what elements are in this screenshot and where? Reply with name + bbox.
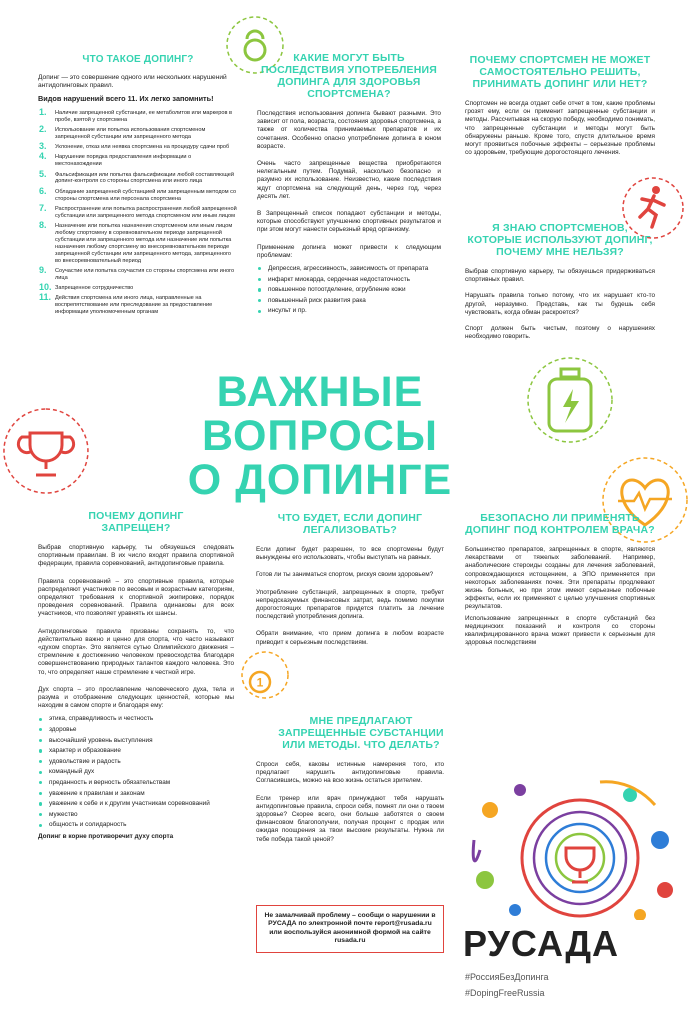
list-item: инфаркт миокарда, сердечная недостаточность xyxy=(257,276,441,284)
list-item: 2. Использование или попытка использования спортсменом запрещенной субстанции или запрещенного метода xyxy=(39,123,206,140)
section-health-consequences xyxy=(257,52,441,318)
list-item: Депрессия, агрессивность, зависимость от препарата xyxy=(257,265,441,273)
sports-circle-graphic xyxy=(460,770,690,920)
list-item: инсульт и пр. xyxy=(257,307,441,315)
paragraph: В Запрещенный список попадают субстанции и методы, которые способствуют улучшению спортивных результатов и при этом могут нанести серьезный вред организму. xyxy=(257,210,441,234)
list-item: этика, справедливость и честность xyxy=(38,715,234,723)
definition-text: Допинг — это совершение одного или нескольких нарушений антидопинговых правил. xyxy=(38,74,227,90)
paragraph: Большинство препаратов, запрещенных в спорте, являются лекарствами от тяжелых заболеваний. Например, анаболические стероиды созданы для лечения заболеваний, сопровождающихся истощением, а ЭПО применяется при некоторых заболеваниях почек. Эти препараты продлевают жизнь больных, но при этом имеют серьезные побочные эффекты, если их применяют с целью улучшения спортивных результатов. xyxy=(465,546,655,611)
section-athlete-decision xyxy=(465,54,655,162)
section-why-banned xyxy=(38,510,234,847)
hashtag-doping-free: #DopingFreeRussia xyxy=(465,988,545,998)
section-legalize xyxy=(256,512,444,652)
section-title: МНЕ ПРЕДЛАГАЮТ ЗАПРЕЩЕННЫЕ СУБСТАНЦИИ ИЛИ МЕТОДЫ. ЧТО ДЕЛАТЬ? xyxy=(278,715,444,751)
paragraph: Спорт должен быть чистым, поэтому о нарушениях необходимо говорить. xyxy=(465,325,655,341)
list-item: 7. Распространение или попытка распространения любой запрещенной субстанции или запрещенного метода спортсменом или иным лицом xyxy=(39,202,237,219)
list-item: повышенное потоотделение, огрубление кожи xyxy=(257,286,441,294)
list-item: 5. Фальсификация или попытка фальсификации любой составляющей допинг-контроля со стороны спортсмена или иного лица xyxy=(39,168,235,185)
problems-list xyxy=(257,265,441,315)
rules-count-text: Видов нарушений всего 11. Их легко запомнить! xyxy=(38,94,214,104)
report-notice-box xyxy=(256,905,444,953)
paragraph: Выбрав спортивную карьеру, ты обязуешься следовать спортивным правилам. В их число входят правила спортивной федерации, правила соревнований, антидопинговые правила. xyxy=(38,544,234,568)
list-item: уважение к себе и к другим участникам соревнований xyxy=(38,800,234,808)
rusada-logo xyxy=(463,925,683,963)
section-title: Я ЗНАЮ СПОРТСМЕНОВ, КОТОРЫЕ ИСПОЛЬЗУЮТ ДОПИНГ, ПОЧЕМУ МНЕ НЕЛЬЗЯ? xyxy=(467,222,653,258)
supplement-jar-icon xyxy=(525,355,615,445)
list-item: 8. Назначение или попытка назначения спортсменом или иным лицом любому спортсмену в соревновательном периоде запрещенной субстанции или запрещенного метода или назначение или попытка назначения любому спортсмену во внесоревновательном периоде запрещенной субстанции или запрещенного метода, запрещенного во внесоревновательный период xyxy=(39,220,233,264)
section-title: БЕЗОПАСНО ЛИ ПРИМЕНЯТЬ ДОПИНГ ПОД КОНТРОЛЕМ ВРАЧА? xyxy=(465,512,655,536)
section-offered-substances xyxy=(256,715,444,849)
values-list xyxy=(38,715,234,829)
section-doctor-control xyxy=(465,512,655,652)
section-others-use-doping xyxy=(465,222,655,346)
list-item: характер и образование xyxy=(38,747,234,755)
list-item: здоровье xyxy=(38,726,234,734)
paragraph: Спроси себя, каковы истинные намерения того, кто предлагает нарушить антидопинговые правила. Согласившись, можно на всю жизнь остаться зрителем. xyxy=(256,761,444,785)
list-item: 10. Запрещенное сотрудничество xyxy=(39,282,134,293)
paragraph: Применение допинга может привести к следующим проблемам: xyxy=(257,243,441,259)
list-item: 11. Действия спортсмена или иного лица, направленные на воспрепятствование или преследование за предоставление информации уполномоченным органам xyxy=(39,292,213,316)
medal-digit: 1 xyxy=(256,675,264,690)
violations-list xyxy=(38,106,238,317)
paragraph: Спортсмен не всегда отдает себе отчет в том, какие проблемы грозят ему, если он применит запрещенные субстанции и методы. Рассчитывая на скорую победу, необходимо понимать, что запрещенные субстанции и методы могут быть обнаружены раньше. Кроме того, спустя длительное время могут проявиться побочные эффекты – серьезные проблемы со здоровьем, требующие дорогостоящего лечения. xyxy=(465,100,655,157)
list-item: уважение к правилам и законам xyxy=(38,790,234,798)
banner-line-2: О ДОПИНГЕ xyxy=(187,456,453,504)
list-item: 4. Нарушение порядка предоставления информации о местонахождении xyxy=(39,151,192,168)
main-banner-title xyxy=(120,370,520,502)
paragraph: Если допинг будет разрешен, то все спортсмены будут вынуждены его использовать, чтобы выступать на равных. xyxy=(256,546,444,562)
section-title: ЧТО ТАКОЕ ДОПИНГ? xyxy=(82,54,194,65)
paragraph: Антидопинговые правила призваны сохранять то, что действительно важно и ценно для спорта, что часто называют «духом спорта». Это является сутью Олимпийского движения – стремление к достижению человеком превосходства благодаря совершенствованию природных талантов каждого человека. Это то, что определяет наше стремление к честной игре. xyxy=(38,627,234,676)
paragraph: Выбрав спортивную карьеру, ты обязуешься придерживаться спортивных правил. xyxy=(465,268,655,284)
hashtag-russia: #РоссияБезДопинга xyxy=(465,972,549,982)
section-title: КАКИЕ МОГУТ БЫТЬ ПОСЛЕДСТВИЯ УПОТРЕБЛЕНИЯ ДОПИНГА ДЛЯ ЗДОРОВЬЯ СПОРТСМЕНА? xyxy=(260,52,437,100)
report-notice-text: Не замалчивай проблему – сообщи о нарушении в РУСАДА по электронной почте report@rusada.ru или воспользуйся анонимной формой на сайте rusada.ru xyxy=(264,912,436,945)
banner-line-1: ВАЖНЫЕ ВОПРОСЫ xyxy=(201,368,439,460)
paragraph: Дух спорта – это прославление человеческого духа, тела и разума и отображение следующих ценностей, которые мы находим в самом спорте и благодаря ему: xyxy=(38,685,234,710)
list-item: 6. Обладание запрещенной субстанцией или запрещенным методом со стороны спортсмена или персонала спортсмена xyxy=(39,185,237,202)
paragraph: Нарушать правила только потому, что их нарушает кто-то другой, неразумно. Представь, как ты будешь себя чувствовать, когда обман раскроется? xyxy=(465,292,655,316)
paragraph: Употребление субстанций, запрещенных в спорте, требует непредсказуемых финансовых затрат, ведь помимо покупки дорогостоящих препаратов придется платить за лечение последствий употребления допинга. xyxy=(256,588,444,621)
paragraph: Если тренер или врач принуждают тебя нарушать антидопинговые правила, спроси себя, помнят ли они о твоем здоровье? Скорее всего, они больше заботятся о своем финансовом благополучии, получая процент с продаж или ожидая поощрения за твои высокие результаты. Нужна ли тебе победа такой ценой? xyxy=(256,794,444,843)
list-item: повышенный риск развития рака xyxy=(257,297,441,305)
paragraph: Использование запрещенных в спорте субстанций без медицинских показаний и контроля со стороны квалифицированного врача может привести к серьезным для здоровья последствиям xyxy=(465,614,655,647)
paragraph: Готов ли ты заниматься спортом, рискуя своим здоровьем? xyxy=(256,571,434,579)
list-item: 3. Уклонение, отказ или неявка спортсмена на процедуру сдачи проб xyxy=(39,141,230,152)
list-item: удовольствие и радость xyxy=(38,758,234,766)
list-item: 1. Наличие запрещенной субстанции, ее метаболитов или маркеров в пробе, взятой у спортсмена xyxy=(39,106,232,123)
section-title: ПОЧЕМУ ДОПИНГ ЗАПРЕЩЕН? xyxy=(88,510,184,534)
brand-name: РУСАДА xyxy=(463,923,620,964)
paragraph: Обрати внимание, что прием допинга в любом возрасте приводит к серьезным последствиям. xyxy=(256,630,444,646)
paragraph: Очень часто запрещенные вещества приобретаются нелегальным путем. Подумай, насколько безопасно и разумно их использование. Неизвестно, какие последствия ждут спортсмена на следующий день, через год, через десять лет. xyxy=(257,160,441,200)
list-item: преданность и верность обязательствам xyxy=(38,779,234,787)
section-what-is-doping xyxy=(38,54,238,320)
section-title: ЧТО БУДЕТ, ЕСЛИ ДОПИНГ ЛЕГАЛИЗОВАТЬ? xyxy=(277,512,423,536)
list-item: мужество xyxy=(38,811,234,819)
list-item: 9. Соучастие или попытка соучастия со стороны спортсмена или иного лица xyxy=(39,264,235,281)
list-item: общность и солидарность xyxy=(38,821,234,829)
paragraph: Правила соревнований – это спортивные правила, которые распределяют участников по весовым и возрастным категориям, определяют требования к спортивной экипировке, порядок проведения соревнований. Правила одинаковы для всех участников, что позволяет уравнять их шансы. xyxy=(38,577,234,618)
list-item: высочайший уровень выступления xyxy=(38,737,234,745)
trophy-icon xyxy=(0,405,92,497)
medal-icon xyxy=(240,650,290,720)
closing-text: Допинг в корне противоречит духу спорта xyxy=(38,833,174,841)
paragraph: Последствия использования допинга бывают разными. Это зависит от пола, возраста, состояния здоровья спортсмена, а также от количества принимаемых препаратов и их сочетания. Особенно опасно употребление допинга в юном возрасте. xyxy=(257,110,441,150)
list-item: командный дух xyxy=(38,768,234,776)
section-title: ПОЧЕМУ СПОРТСМЕН НЕ МОЖЕТ САМОСТОЯТЕЛЬНО РЕШИТЬ, ПРИНИМАТЬ ДОПИНГ ИЛИ НЕТ? xyxy=(469,54,651,90)
